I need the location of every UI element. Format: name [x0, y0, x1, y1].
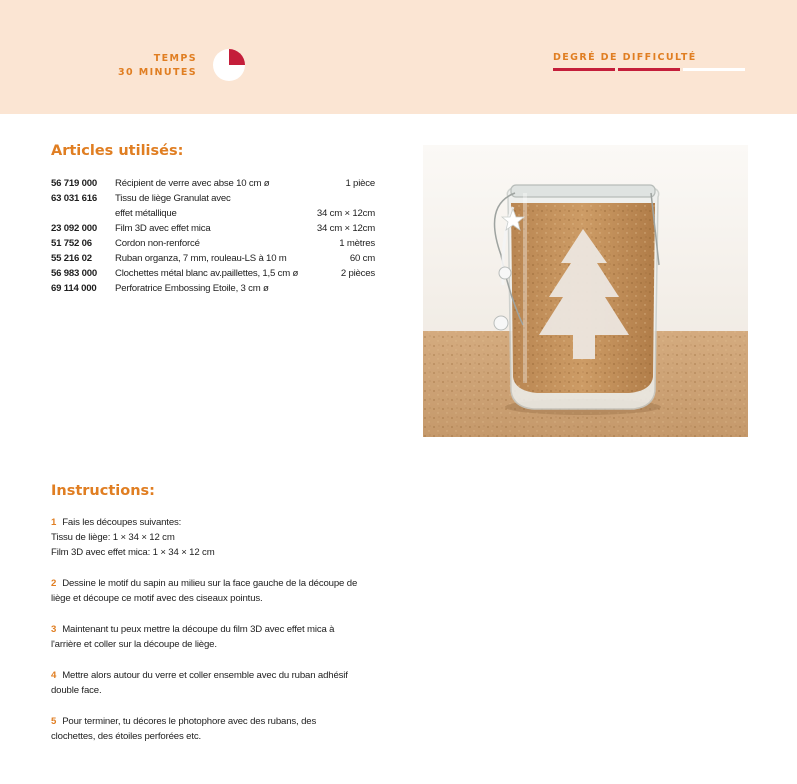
instruction-text: Pour terminer, tu décores le photophore avec des rubans, des [62, 716, 317, 727]
material-description: Perforatrice Embossing Etoile, 3 cm ø [115, 283, 269, 294]
material-quantity: 1 pièce [345, 178, 375, 189]
instruction-text: l'arrière et coller sur la découpe de liège. [51, 639, 217, 650]
clock-progress-slice [229, 49, 245, 65]
material-row [51, 236, 377, 251]
material-code: 55 216 02 [51, 253, 92, 264]
material-row [51, 251, 377, 266]
instruction-line [51, 515, 381, 530]
material-quantity: 34 cm × 12cm [316, 208, 375, 219]
recipe-header [0, 0, 797, 114]
material-description: Cordon non-renforcé [115, 238, 200, 249]
instruction-text: liège et découpe ce motif avec des ciseaux pointus. [51, 593, 263, 604]
instruction-line [51, 576, 381, 591]
material-code: 56 983 000 [51, 268, 98, 279]
instruction-text: double face. [51, 685, 102, 696]
material-row [51, 191, 377, 206]
instruction-line [51, 668, 381, 683]
instruction-step [51, 576, 381, 606]
material-quantity: 60 cm [349, 253, 375, 264]
instruction-text: Maintenant tu peux mettre la découpe du film 3D avec effet mica à [62, 624, 335, 635]
cork-candle-jar-photo [423, 145, 748, 437]
step-number: 5 [51, 716, 57, 727]
materials-list [51, 176, 377, 296]
instruction-text: Tissu de liège: 1 × 34 × 12 cm [51, 532, 175, 543]
instruction-text: Mettre alors autour du verre et coller ensemble avec du ruban adhésif [62, 670, 348, 681]
material-description: Récipient de verre avec abse 10 cm ø [115, 178, 270, 189]
instruction-text: Film 3D avec effet mica: 1 × 34 × 12 cm [51, 547, 215, 558]
materials-title: Articles utilisés: [51, 143, 184, 159]
material-row [51, 266, 377, 281]
difficulty-label: DEGRÉ DE DIFFICULTÉ [553, 52, 697, 63]
material-code: 23 092 000 [51, 223, 98, 234]
step-number: 2 [51, 578, 57, 589]
instruction-line [51, 714, 381, 729]
material-code: 51 752 06 [51, 238, 92, 249]
material-description: Clochettes métal blanc av.paillettes, 1,5 cm ø [115, 268, 299, 279]
material-row [51, 221, 377, 236]
difficulty-bar [553, 68, 615, 71]
instruction-step [51, 714, 381, 744]
clock-icon [212, 48, 246, 82]
difficulty-bar [683, 68, 745, 71]
instructions-list [51, 515, 381, 760]
material-description: Tissu de liège Granulat avec [115, 193, 231, 204]
time-block [118, 52, 197, 80]
instruction-line [51, 729, 381, 744]
instruction-line [51, 545, 381, 560]
material-description: Ruban organza, 7 mm, rouleau-LS à 10 m [115, 253, 287, 264]
material-row [51, 176, 377, 191]
instruction-line [51, 683, 381, 698]
instruction-line [51, 622, 381, 637]
time-label: TEMPS [153, 53, 197, 64]
instruction-line [51, 591, 381, 606]
step-number: 4 [51, 670, 57, 681]
material-row [51, 206, 377, 221]
material-quantity: 34 cm × 12cm [316, 223, 375, 234]
material-code: 63 031 616 [51, 193, 98, 204]
instructions-title: Instructions: [51, 483, 155, 499]
instruction-step [51, 622, 381, 652]
step-number: 1 [51, 517, 57, 528]
instruction-text: Dessine le motif du sapin au milieu sur la face gauche de la découpe de [62, 578, 358, 589]
material-code: 69 114 000 [51, 283, 97, 294]
step-number: 3 [51, 624, 57, 635]
material-row [51, 281, 377, 296]
instruction-text: Fais les découpes suivantes: [62, 517, 182, 528]
instruction-line [51, 637, 381, 652]
time-value: 30 MINUTES [118, 67, 197, 78]
instruction-step [51, 668, 381, 698]
material-description: Film 3D avec effet mica [115, 223, 211, 234]
instruction-text: clochettes, des étoiles perforées etc. [51, 731, 202, 742]
instruction-line [51, 530, 381, 545]
material-quantity: 1 mètres [339, 238, 375, 249]
instruction-step [51, 515, 381, 560]
difficulty-bar [618, 68, 680, 71]
material-code: 56 719 000 [51, 178, 98, 189]
material-quantity: 2 pièces [340, 268, 375, 279]
material-description: effet métallique [115, 208, 177, 219]
